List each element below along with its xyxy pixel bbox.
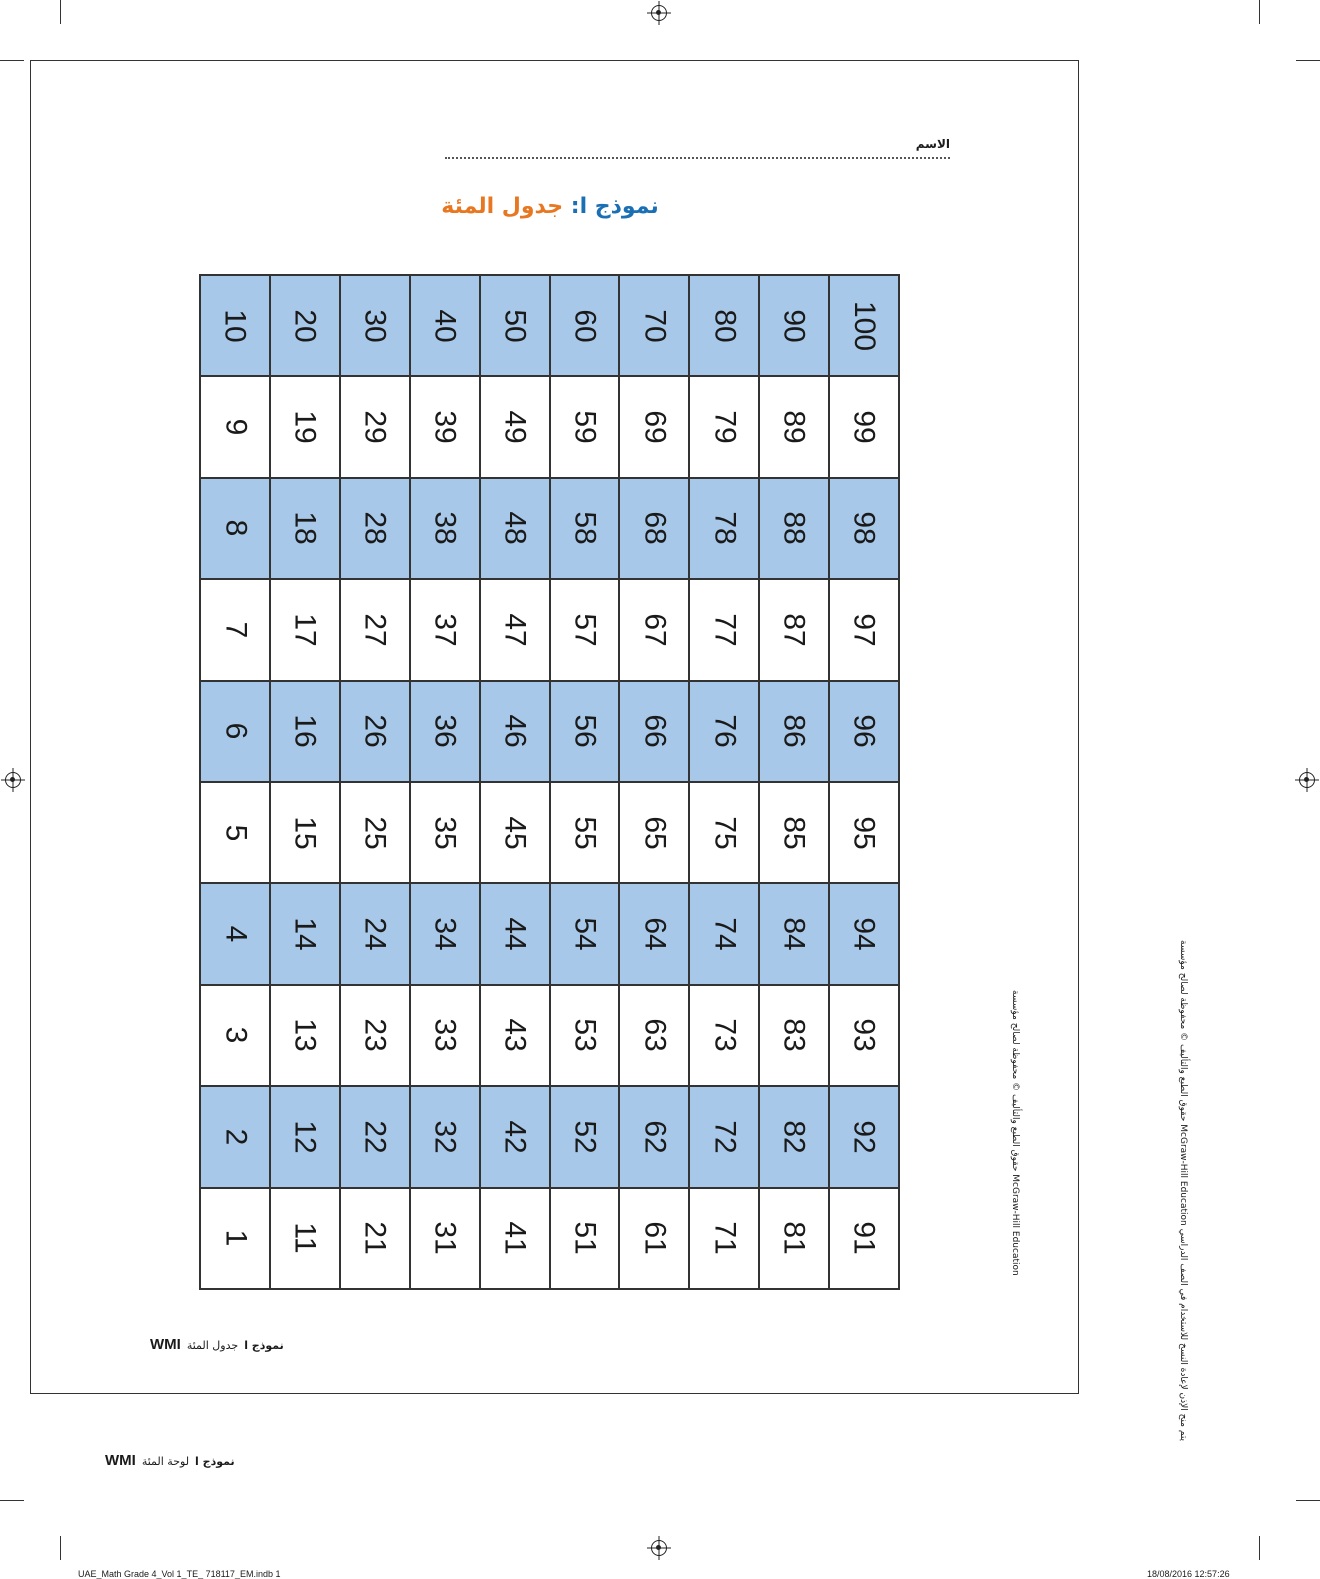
chart-cell bbox=[689, 883, 759, 984]
chart-number: 48 bbox=[498, 511, 532, 546]
chart-number: 1 bbox=[218, 1229, 252, 1247]
chart-number: 12 bbox=[288, 1120, 322, 1154]
title-hundred-chart: جدول المئة bbox=[441, 194, 564, 219]
chart-cell bbox=[759, 985, 829, 1086]
copyright-outer: حقوق الطبع والتأليف © محفوظة لصالح مؤسسة McGraw-Hill Education يتم منح الإذن لإعادة النسخ للاستخدام في الصف الدراسي bbox=[1178, 940, 1188, 1442]
chart-number: 32 bbox=[428, 1120, 462, 1154]
chart-cell bbox=[200, 478, 270, 579]
page-title bbox=[300, 194, 800, 219]
chart-number: 16 bbox=[288, 714, 322, 748]
chart-cell bbox=[480, 681, 550, 782]
chart-number: 21 bbox=[358, 1221, 392, 1255]
chart-cell bbox=[410, 1188, 480, 1289]
chart-number: 37 bbox=[428, 613, 462, 647]
chart-number: 6 bbox=[218, 722, 252, 740]
chart-cell bbox=[550, 681, 620, 782]
chart-cell bbox=[340, 579, 410, 680]
chart-cell bbox=[270, 985, 340, 1086]
chart-number: 98 bbox=[848, 511, 882, 546]
chart-cell bbox=[410, 883, 480, 984]
chart-cell bbox=[619, 478, 689, 579]
footer-sub: جدول المئة bbox=[186, 1339, 239, 1352]
chart-number: 4 bbox=[218, 925, 252, 943]
chart-cell bbox=[689, 1086, 759, 1187]
chart-number: 71 bbox=[708, 1221, 742, 1255]
chart-number: 56 bbox=[568, 714, 602, 748]
chart-number: 51 bbox=[568, 1221, 602, 1255]
chart-cell bbox=[340, 1086, 410, 1187]
chart-cell bbox=[619, 985, 689, 1086]
chart-cell bbox=[550, 1188, 620, 1289]
chart-number: 80 bbox=[708, 309, 742, 343]
chart-number: 7 bbox=[218, 621, 252, 639]
chart-number: 43 bbox=[498, 1018, 532, 1053]
chart-number: 95 bbox=[848, 816, 882, 850]
footer-outer bbox=[105, 1452, 235, 1469]
chart-cell bbox=[550, 1086, 620, 1187]
chart-cell bbox=[759, 579, 829, 680]
chart-number: 100 bbox=[848, 300, 882, 351]
chart-number: 93 bbox=[848, 1018, 882, 1053]
chart-number: 49 bbox=[498, 410, 532, 444]
chart-number: 53 bbox=[568, 1018, 602, 1053]
chart-cell bbox=[410, 782, 480, 883]
chart-number: 26 bbox=[358, 714, 392, 748]
chart-cell bbox=[340, 275, 410, 376]
chart-number: 35 bbox=[428, 816, 462, 850]
chart-number: 2 bbox=[218, 1128, 252, 1146]
chart-number: 15 bbox=[288, 816, 322, 850]
chart-number: 34 bbox=[428, 917, 462, 951]
chart-cell bbox=[689, 1188, 759, 1289]
chart-number: 20 bbox=[288, 309, 322, 343]
chart-number: 29 bbox=[358, 410, 392, 444]
chart-cell bbox=[270, 275, 340, 376]
chart-cell bbox=[200, 883, 270, 984]
chart-number: 24 bbox=[358, 917, 392, 951]
chart-cell bbox=[829, 782, 899, 883]
footer-label: نموذج ا bbox=[244, 1339, 284, 1352]
chart-number: 47 bbox=[498, 613, 532, 647]
chart-cell bbox=[619, 1086, 689, 1187]
chart-number: 89 bbox=[778, 410, 812, 444]
chart-number: 54 bbox=[568, 917, 602, 951]
crop-mark bbox=[1296, 60, 1320, 61]
chart-number: 91 bbox=[848, 1221, 882, 1255]
chart-cell bbox=[410, 376, 480, 477]
chart-number: 45 bbox=[498, 816, 532, 850]
crop-mark bbox=[0, 1500, 24, 1501]
title-model: نموذج ا: bbox=[570, 194, 659, 219]
slug-file: UAE_Math Grade 4_Vol 1_TE_ 718117_EM.indb 1 bbox=[78, 1569, 281, 1579]
name-line bbox=[445, 157, 950, 159]
chart-cell bbox=[270, 1188, 340, 1289]
chart-number: 87 bbox=[778, 613, 812, 647]
chart-cell bbox=[340, 883, 410, 984]
chart-number: 9 bbox=[218, 418, 252, 436]
chart-cell bbox=[480, 478, 550, 579]
chart-number: 19 bbox=[288, 410, 322, 444]
chart-cell bbox=[270, 883, 340, 984]
chart-number: 86 bbox=[778, 714, 812, 748]
chart-number: 58 bbox=[568, 511, 602, 546]
chart-number: 88 bbox=[778, 511, 812, 546]
chart-cell bbox=[270, 579, 340, 680]
chart-number: 27 bbox=[358, 613, 392, 647]
registration-mark-icon bbox=[5, 772, 21, 788]
chart-cell bbox=[200, 782, 270, 883]
chart-cell bbox=[410, 1086, 480, 1187]
chart-cell bbox=[340, 376, 410, 477]
chart-number: 76 bbox=[708, 714, 742, 748]
chart-number: 66 bbox=[638, 714, 672, 748]
chart-cell bbox=[270, 376, 340, 477]
chart-cell bbox=[829, 1086, 899, 1187]
footer-sub: لوحة المئة bbox=[141, 1455, 190, 1468]
chart-number: 40 bbox=[428, 309, 462, 343]
footer-label: نموذج ا bbox=[195, 1455, 235, 1468]
chart-cell bbox=[550, 782, 620, 883]
chart-cell bbox=[759, 275, 829, 376]
chart-number: 33 bbox=[428, 1018, 462, 1053]
chart-cell bbox=[270, 478, 340, 579]
chart-number: 62 bbox=[638, 1120, 672, 1154]
chart-cell bbox=[480, 1188, 550, 1289]
chart-cell bbox=[689, 376, 759, 477]
chart-cell bbox=[759, 478, 829, 579]
chart-number: 52 bbox=[568, 1120, 602, 1154]
chart-number: 46 bbox=[498, 714, 532, 748]
chart-number: 25 bbox=[358, 816, 392, 850]
chart-number: 64 bbox=[638, 917, 672, 951]
chart-number: 38 bbox=[428, 511, 462, 546]
chart-cell bbox=[410, 478, 480, 579]
chart-number: 13 bbox=[288, 1018, 322, 1053]
chart-number: 92 bbox=[848, 1120, 882, 1154]
chart-cell bbox=[480, 883, 550, 984]
chart-cell bbox=[270, 782, 340, 883]
chart-cell bbox=[829, 275, 899, 376]
chart-cell bbox=[200, 1188, 270, 1289]
chart-cell bbox=[480, 275, 550, 376]
chart-cell bbox=[200, 275, 270, 376]
chart-cell bbox=[340, 681, 410, 782]
chart-cell bbox=[619, 782, 689, 883]
chart-cell bbox=[340, 1188, 410, 1289]
chart-number: 55 bbox=[568, 816, 602, 850]
chart-number: 18 bbox=[288, 511, 322, 546]
chart-cell bbox=[689, 478, 759, 579]
chart-number: 30 bbox=[358, 309, 392, 343]
chart-number: 79 bbox=[708, 410, 742, 444]
name-label: الاسم bbox=[915, 137, 950, 151]
chart-cell bbox=[759, 1086, 829, 1187]
chart-number: 57 bbox=[568, 613, 602, 647]
chart-cell bbox=[480, 579, 550, 680]
chart-cell bbox=[759, 376, 829, 477]
hundred-chart bbox=[199, 274, 900, 1290]
chart-cell bbox=[689, 681, 759, 782]
chart-cell bbox=[829, 1188, 899, 1289]
chart-number: 14 bbox=[288, 917, 322, 951]
chart-cell bbox=[759, 883, 829, 984]
footer-code: WMI bbox=[150, 1336, 181, 1353]
chart-cell bbox=[410, 985, 480, 1086]
chart-cell bbox=[689, 275, 759, 376]
chart-number: 23 bbox=[358, 1018, 392, 1053]
chart-number: 8 bbox=[218, 520, 252, 537]
chart-cell bbox=[829, 883, 899, 984]
chart-number: 36 bbox=[428, 714, 462, 748]
chart-number: 84 bbox=[778, 917, 812, 951]
chart-number: 94 bbox=[848, 917, 882, 951]
chart-number: 39 bbox=[428, 410, 462, 444]
chart-number: 42 bbox=[498, 1120, 532, 1154]
chart-cell bbox=[340, 478, 410, 579]
chart-number: 77 bbox=[708, 613, 742, 647]
crop-mark bbox=[60, 0, 61, 24]
chart-number: 3 bbox=[218, 1027, 252, 1044]
chart-cell bbox=[759, 1188, 829, 1289]
chart-cell bbox=[689, 579, 759, 680]
crop-mark bbox=[1259, 1536, 1260, 1560]
chart-cell bbox=[619, 376, 689, 477]
chart-number: 99 bbox=[848, 410, 882, 444]
chart-cell bbox=[829, 579, 899, 680]
chart-cell bbox=[480, 376, 550, 477]
registration-mark-icon bbox=[651, 1540, 667, 1556]
chart-cell bbox=[759, 681, 829, 782]
chart-cell bbox=[340, 782, 410, 883]
crop-mark bbox=[1296, 1500, 1320, 1501]
registration-mark-icon bbox=[651, 5, 667, 21]
chart-number: 28 bbox=[358, 511, 392, 546]
chart-cell bbox=[619, 579, 689, 680]
chart-cell bbox=[270, 1086, 340, 1187]
chart-cell bbox=[200, 985, 270, 1086]
registration-mark-icon bbox=[1299, 772, 1315, 788]
chart-number: 70 bbox=[638, 309, 672, 343]
chart-cell bbox=[550, 376, 620, 477]
chart-number: 69 bbox=[638, 410, 672, 444]
chart-cell bbox=[410, 275, 480, 376]
crop-mark bbox=[1259, 0, 1260, 24]
chart-number: 78 bbox=[708, 511, 742, 546]
chart-cell bbox=[550, 478, 620, 579]
copyright-inner: حقوق الطبع والتأليف © محفوظة لصالح مؤسسة McGraw-Hill Education bbox=[1010, 990, 1020, 1276]
chart-cell bbox=[200, 376, 270, 477]
chart-cell bbox=[480, 985, 550, 1086]
chart-number: 97 bbox=[848, 613, 882, 647]
chart-cell bbox=[410, 681, 480, 782]
chart-number: 11 bbox=[288, 1222, 322, 1254]
chart-cell bbox=[480, 782, 550, 883]
chart-cell bbox=[410, 579, 480, 680]
chart-cell bbox=[619, 883, 689, 984]
chart-number: 31 bbox=[428, 1221, 462, 1255]
chart-number: 90 bbox=[778, 309, 812, 343]
chart-number: 50 bbox=[498, 309, 532, 343]
chart-number: 96 bbox=[848, 714, 882, 748]
chart-number: 60 bbox=[568, 309, 602, 343]
chart-number: 22 bbox=[358, 1120, 392, 1154]
crop-mark bbox=[0, 60, 24, 61]
chart-cell bbox=[550, 579, 620, 680]
chart-number: 65 bbox=[638, 816, 672, 850]
chart-cell bbox=[550, 985, 620, 1086]
chart-number: 85 bbox=[778, 816, 812, 850]
chart-cell bbox=[550, 883, 620, 984]
chart-cell bbox=[200, 1086, 270, 1187]
footer-inner bbox=[150, 1336, 284, 1353]
slug-date: 18/08/2016 12:57:26 bbox=[1147, 1569, 1230, 1579]
chart-cell bbox=[829, 985, 899, 1086]
chart-cell bbox=[759, 782, 829, 883]
chart-number: 83 bbox=[778, 1018, 812, 1053]
chart-number: 10 bbox=[218, 309, 252, 343]
chart-number: 44 bbox=[498, 917, 532, 951]
footer-code: WMI bbox=[105, 1452, 136, 1469]
chart-cell bbox=[829, 681, 899, 782]
chart-number: 72 bbox=[708, 1120, 742, 1154]
chart-number: 61 bbox=[638, 1221, 672, 1255]
chart-cell bbox=[200, 579, 270, 680]
chart-cell bbox=[340, 985, 410, 1086]
crop-mark bbox=[60, 1536, 61, 1560]
chart-cell bbox=[619, 681, 689, 782]
chart-number: 63 bbox=[638, 1018, 672, 1053]
chart-number: 59 bbox=[568, 410, 602, 444]
chart-cell bbox=[829, 478, 899, 579]
chart-number: 82 bbox=[778, 1120, 812, 1154]
chart-cell bbox=[480, 1086, 550, 1187]
chart-number: 75 bbox=[708, 816, 742, 850]
chart-number: 68 bbox=[638, 511, 672, 546]
chart-cell bbox=[619, 275, 689, 376]
chart-cell bbox=[270, 681, 340, 782]
chart-cell bbox=[619, 1188, 689, 1289]
chart-number: 5 bbox=[218, 824, 252, 842]
chart-cell bbox=[550, 275, 620, 376]
chart-cell bbox=[689, 985, 759, 1086]
chart-cell bbox=[689, 782, 759, 883]
chart-cell bbox=[829, 376, 899, 477]
chart-number: 81 bbox=[778, 1221, 812, 1255]
chart-number: 17 bbox=[288, 613, 322, 647]
chart-number: 67 bbox=[638, 613, 672, 647]
chart-number: 41 bbox=[498, 1221, 532, 1255]
chart-cell bbox=[200, 681, 270, 782]
chart-number: 73 bbox=[708, 1018, 742, 1053]
chart-number: 74 bbox=[708, 917, 742, 951]
